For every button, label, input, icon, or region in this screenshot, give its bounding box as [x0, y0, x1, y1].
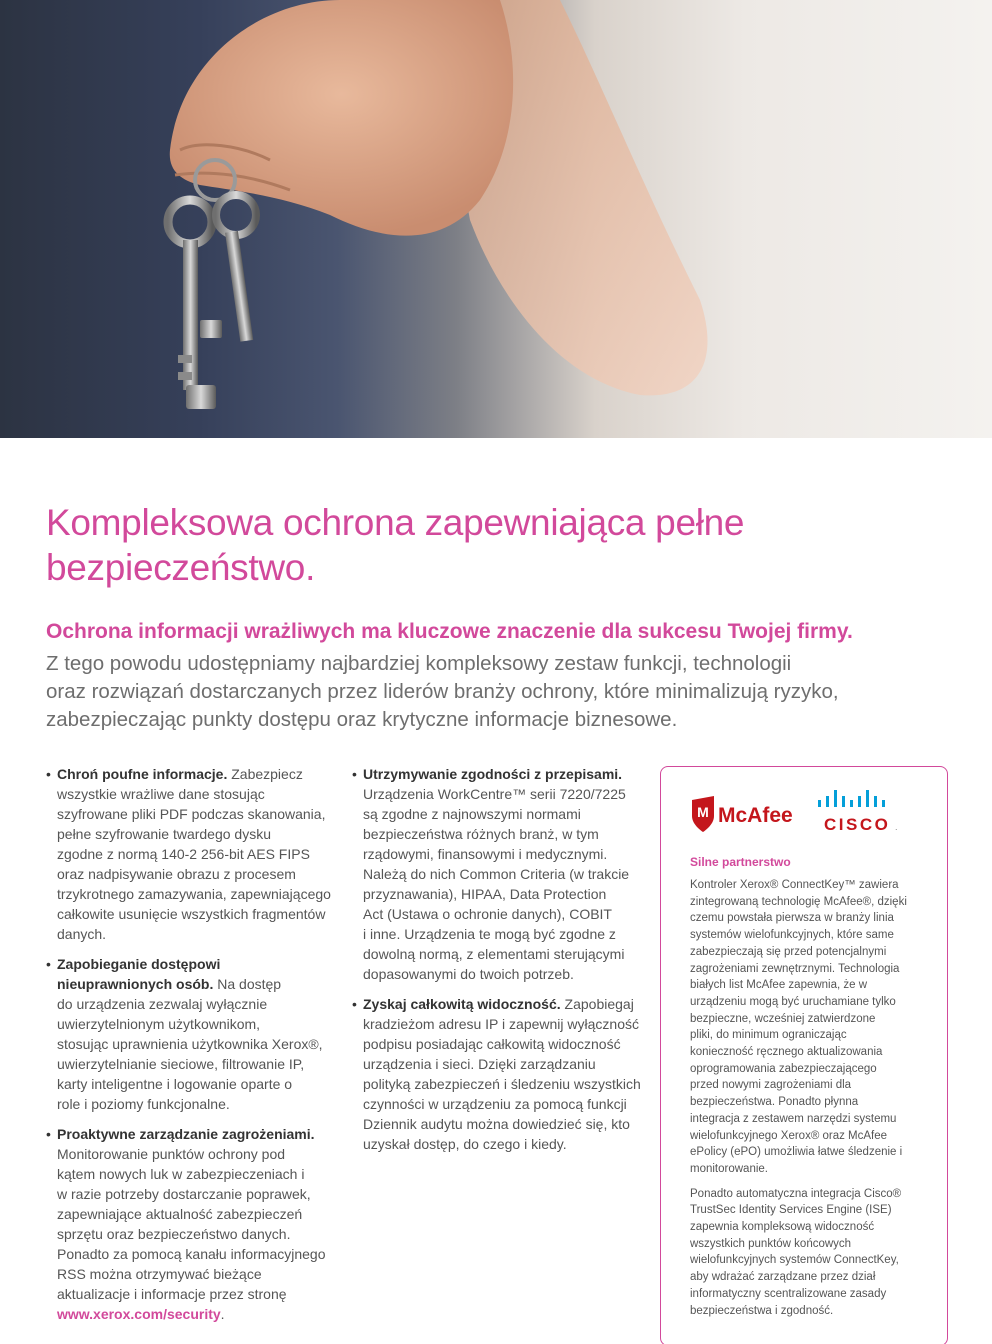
security-link[interactable]: www.xerox.com/security	[57, 1306, 221, 1322]
sidebar-line: konieczność ręcznego aktualizowania	[690, 1046, 883, 1059]
bullet-line: dowolną normą, z elementami sterującymi	[363, 946, 625, 962]
bullet-threat-management	[46, 1124, 346, 1324]
bullet-heading: Chroń poufne informacje.	[57, 766, 228, 782]
bullet-line: wszystkie wrażliwe dane stosując	[57, 786, 265, 802]
bullet-line: urządzenia i sieci. Dzięki zarządzaniu	[363, 1056, 596, 1072]
keys-illustration	[0, 0, 992, 438]
bullet-protect-confidential	[46, 764, 346, 944]
bullet-line: danych.	[57, 926, 107, 942]
sidebar-line: informatyczny scentralizowane zasady	[690, 1287, 887, 1300]
sidebar-paragraph-1	[690, 877, 930, 1178]
bullet-line: aktualizacje i informacje przez stronę	[57, 1286, 287, 1302]
bullet-heading: nieuprawnionych osób.	[57, 976, 214, 992]
column-middle	[352, 764, 652, 1164]
lead-line: oraz rozwiązań dostarczanych przez liderów branży ochrony, które minimalizują ryzyko,	[46, 680, 839, 703]
bullet-line: w razie potrzeby dostarczanie poprawek,	[57, 1186, 311, 1202]
bullet-line: Act (Ustawa o ochronie danych), COBIT	[363, 906, 612, 922]
bullet-line: przyznawania), HIPAA, Data Protection	[363, 886, 607, 902]
sidebar-line: TrustSec Identity Services Engine (ISE)	[690, 1204, 892, 1217]
sidebar-line: aby wdrażać zarządzane przez dział	[690, 1271, 876, 1284]
bullet-line: uwierzytelnianie sieciowe, filtrowanie IP,	[57, 1056, 305, 1072]
bullet-line: rządowymi, finansowymi i medycznymi.	[363, 846, 608, 862]
bullet-text: Zapobiegaj	[560, 996, 634, 1012]
bullet-prevent-access	[46, 954, 346, 1114]
sidebar-line: wielofunkcyjnych systemów ConnectKey,	[690, 1254, 899, 1267]
bullet-line: trzykrotnego zamazywania, zapewniającego	[57, 886, 331, 902]
sidebar-line: bezpieczeństwa i zgodność.	[690, 1304, 834, 1317]
sidebar-line: oprogramowania zabezpieczającego	[690, 1062, 877, 1075]
bullet-visibility	[352, 994, 652, 1154]
sidebar-line: integracja z zestawem narzędzi systemu	[690, 1112, 897, 1125]
bullet-line: RSS można otrzymywać bieżące	[57, 1266, 262, 1282]
mcafee-logo	[692, 796, 793, 832]
sidebar-line: Ponadto automatyczna integracja Cisco®	[690, 1187, 902, 1200]
sidebar-line: czemu powstała pierwsza w branży linia	[690, 912, 894, 925]
bullet-line: kątem nowych luk w zabezpieczeniach i	[57, 1166, 305, 1182]
bullet-line: uwierzytelnionym użytkownikom,	[57, 1016, 261, 1032]
bullet-text: Zabezpiecz	[227, 766, 303, 782]
page-title: Kompleksowa ochrona zapewniająca pełne bezpieczeństwo.	[46, 502, 745, 588]
bullet-heading: Proaktywne zarządzanie zagrożeniami.	[57, 1126, 315, 1142]
svg-text:M: M	[697, 804, 709, 820]
sidebar-line: systemów wielofunkcyjnych, które same	[690, 929, 894, 942]
bullet-line: zgodne z normą 140-2 256-bit AES FIPS	[57, 846, 310, 862]
bullet-line: bezpieczeństwa różnych branż, w tym	[363, 826, 599, 842]
bullet-line: całkowite usunięcie wszystkich fragmentów	[57, 906, 326, 922]
sidebar-line: bezpieczne, wcześniej zatwierdzone	[690, 1012, 876, 1025]
bullet-line: stosując uprawnienia użytkownika Xerox®,	[57, 1036, 323, 1052]
bullet-compliance	[352, 764, 652, 984]
bullet-line: kradzieżom adresu IP i zapewnij wyłączność	[363, 1016, 639, 1032]
sidebar-line: pliki, do minimum ograniczając	[690, 1029, 847, 1042]
sidebar-line: białych list McAfee zapewnia, że w	[690, 979, 868, 992]
bullet-line: do urządzenia zezwalaj wyłącznie	[57, 996, 268, 1012]
cisco-wordmark: CISCO	[824, 815, 891, 834]
mcafee-wordmark: McAfee	[718, 804, 793, 827]
sidebar-heading: Silne partnerstwo	[690, 855, 791, 869]
lead-line: zabezpieczając punkty dostępu oraz krytyczne informacje biznesowe.	[46, 708, 678, 731]
sidebar-line: przed nowymi zagrożeniami dla	[690, 1079, 852, 1092]
bullet-line: karty inteligentne i logowanie oparte o	[57, 1076, 293, 1092]
sidebar-line: Kontroler Xerox® ConnectKey™ zawiera	[690, 879, 899, 891]
bullet-text: .	[220, 1306, 225, 1322]
bullet-line: dopasowanymi do twoich potrzeb.	[363, 966, 574, 982]
bullet-heading: Utrzymywanie zgodności z przepisami.	[363, 766, 623, 782]
bullet-heading: Zyskaj całkowitą widoczność.	[363, 996, 561, 1012]
sidebar-line: zapewnia kompleksową widoczność	[690, 1221, 875, 1234]
bullet-line: czynności w urządzeniu za pomocą funkcji	[363, 1096, 627, 1112]
sidebar-line: zagrożeniami zewnętrznymi. Technologia	[690, 962, 900, 975]
lead-line: Z tego powodu udostępniamy najbardziej kompleksowy zestaw funkcji, technologii	[46, 652, 792, 675]
bullet-line: pełne szyfrowanie twardego dysku	[57, 826, 272, 842]
lead-heading: Ochrona informacji wrażliwych ma kluczowe znaczenie dla sukcesu Twojej firmy.	[46, 620, 853, 643]
bullet-line: Monitorowanie punktów ochrony pod	[57, 1146, 286, 1162]
bullet-line: Urządzenia WorkCentre™ serii 7220/7225	[363, 786, 626, 802]
sidebar-line: zintegrowaną technologię McAfee®, dzięki	[690, 895, 907, 908]
sidebar-text	[690, 877, 930, 1319]
sidebar-line: zabezpieczają się przed potencjalnymi	[690, 945, 887, 958]
bullet-heading: Zapobieganie dostępowi	[57, 956, 221, 972]
bullet-text: Na dostęp	[213, 976, 282, 992]
hero-photo-hand-holding-keys	[0, 0, 992, 438]
lead-paragraph	[46, 650, 966, 734]
bullet-line: role i poziomy funkcjonalne.	[57, 1096, 230, 1112]
bullet-line: zapewniające aktualność zabezpieczeń	[57, 1206, 303, 1222]
bullet-line: uzyskał dostęp, do czego i kiedy.	[363, 1136, 567, 1152]
bullet-line: oraz nadpisywanie obrazu z procesem	[57, 866, 296, 882]
bullet-line: Należą do nich Common Criteria (w trakcie	[363, 866, 630, 882]
bullet-line: polityką zabezpieczeń i śledzeniu wszystkich	[363, 1076, 641, 1092]
cisco-mark: .	[895, 822, 898, 832]
sidebar-line: bezpieczeństwa. Ponadto płynna	[690, 1096, 859, 1109]
sidebar-line: wszystkich punktów końcowych	[690, 1237, 852, 1250]
bullet-line: sprzętu oraz bezpieczeństwo danych.	[57, 1226, 291, 1242]
sidebar-line: ePolicy (ePO) umożliwia łatwe śledzenie i	[690, 1146, 903, 1159]
column-left	[46, 764, 346, 1334]
bullet-line: są zgodne z najnowszymi normami	[363, 806, 581, 822]
sidebar-line: wielofunkcyjnego Xerox® oraz McAfee	[690, 1129, 888, 1142]
bullet-line: Ponadto za pomocą kanału informacyjnego	[57, 1246, 326, 1262]
bullet-line: podpisu posiadając całkowitą widoczność	[363, 1036, 621, 1052]
cisco-logo	[818, 790, 898, 834]
sidebar-line: urządzeniu mogą być uruchamiane tylko	[690, 995, 896, 1008]
sidebar-line: monitorowanie.	[690, 1162, 768, 1175]
bullet-line: szyfrowane pliki PDF podczas skanowania,	[57, 806, 326, 822]
sidebar-paragraph-2	[690, 1186, 930, 1320]
partner-logos	[690, 786, 920, 836]
bullet-line: Dziennik audytu można dowiedzieć się, kto	[363, 1116, 630, 1132]
bullet-line: i inne. Urządzenia te mogą być zgodne z	[363, 926, 616, 942]
